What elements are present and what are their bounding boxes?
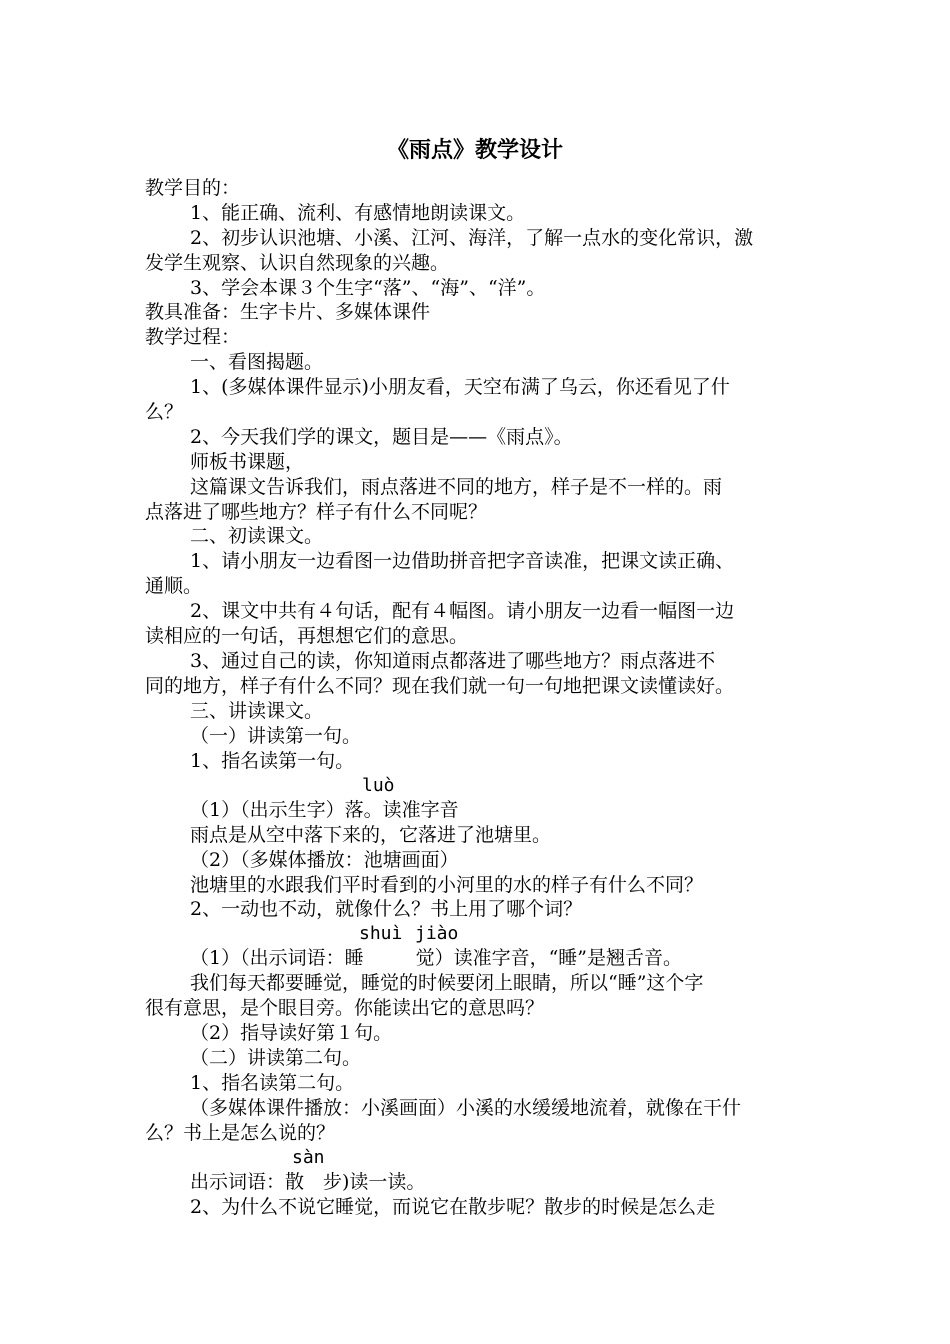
paragraph-line: （一）讲读第一句。 bbox=[190, 725, 362, 747]
line-segment: （1）（出示词语：睡 bbox=[190, 947, 364, 969]
paragraph-line: （1）（出示生字）落。读准字音 bbox=[190, 799, 459, 821]
paragraph-line: 点落进了哪些地方？样子有什么不同呢？ bbox=[145, 501, 488, 523]
paragraph-line: 2、为什么不说它睡觉，而说它在散步呢？散步的时候是怎么走 bbox=[190, 1196, 716, 1218]
paragraph-line: （2）（多媒体播放：池塘画面） bbox=[190, 849, 459, 871]
paragraph-line: 读相应的一句话，再想想它们的意思。 bbox=[145, 625, 469, 647]
paragraph-line: 通顺。 bbox=[145, 575, 203, 597]
paragraph-line: 2、课文中共有４句话，配有４幅图。请小朋友一边看一幅图一边 bbox=[190, 600, 735, 622]
pinyin-annotation: luò bbox=[362, 775, 395, 796]
paragraph-line: 三、讲读课文。 bbox=[190, 700, 324, 722]
paragraph-line: 1、请小朋友一边看图一边借助拼音把字音读准，把课文读正确、 bbox=[190, 550, 735, 572]
paragraph-line: 1、(多媒体课件显示)小朋友看，天空布满了乌云，你还看见了什 bbox=[190, 376, 730, 398]
paragraph-line: 发学生观察、认识自然现象的兴趣。 bbox=[145, 252, 450, 274]
paragraph-line: 很有意思，是个眼目旁。你能读出它的意思吗？ bbox=[145, 997, 545, 1019]
document-title: 《雨点》教学设计 bbox=[386, 138, 563, 163]
section-heading: 教学目的： bbox=[145, 177, 241, 199]
paragraph-line: 同的地方，样子有什么不同？现在我们就一句一句地把课文读懂读好。 bbox=[145, 675, 735, 697]
paragraph-line: 1、指名读第二句。 bbox=[190, 1072, 355, 1094]
paragraph-line: 我们每天都要睡觉，睡觉的时候要闭上眼睛，所以“睡”这个字 bbox=[190, 972, 704, 994]
paragraph-line: 雨点是从空中落下来的，它落进了池塘里。 bbox=[190, 824, 552, 846]
paragraph-line: 二、初读课文。 bbox=[190, 525, 324, 547]
pinyin-annotation: jiào bbox=[415, 923, 459, 944]
paragraph-line: 2、初步认识池塘、小溪、江河、海洋，了解一点水的变化常识，激 bbox=[190, 227, 754, 249]
paragraph-line: （多媒体课件播放：小溪画面）小溪的水缓缓地流着，就像在干什 bbox=[190, 1097, 742, 1119]
paragraph-line: 1、指名读第一句。 bbox=[190, 750, 355, 772]
paragraph-line: 出示词语：散 步)读一读。 bbox=[190, 1171, 426, 1193]
paragraph-line: 3、学会本课３个生字“落”、“海”、“洋”。 bbox=[190, 277, 546, 299]
paragraph-line: 师板书课题， bbox=[190, 451, 305, 473]
paragraph-line: 么？ bbox=[145, 401, 184, 423]
paragraph-line: 2、今天我们学的课文，题目是——《雨点》。 bbox=[190, 426, 573, 448]
paragraph-line: （二）讲读第二句。 bbox=[190, 1047, 362, 1069]
section-heading: 教学过程： bbox=[145, 326, 241, 348]
paragraph-line: 3、通过自己的读，你知道雨点都落进了哪些地方？雨点落进不 bbox=[190, 650, 716, 672]
paragraph-line: （2）指导读好第１句。 bbox=[190, 1022, 393, 1044]
section-heading: 教具准备：生字卡片、多媒体课件 bbox=[145, 301, 431, 323]
paragraph-line: 1、能正确、流利、有感情地朗读课文。 bbox=[190, 202, 526, 224]
paragraph-line: 这篇课文告诉我们，雨点落进不同的地方，样子是不一样的。雨 bbox=[190, 476, 723, 498]
pinyin-annotation: shuì bbox=[359, 923, 403, 944]
line-segment: 觉）读准字音，“睡”是翘舌音。 bbox=[415, 947, 683, 969]
paragraph-line: 么？书上是怎么说的？ bbox=[145, 1122, 336, 1144]
paragraph-line: 池塘里的水跟我们平时看到的小河里的水的样子有什么不同？ bbox=[190, 874, 704, 896]
paragraph-line: 一、看图揭题。 bbox=[190, 351, 324, 373]
pinyin-annotation: sàn bbox=[292, 1147, 325, 1168]
paragraph-line bbox=[190, 946, 682, 971]
paragraph-line: 2、一动也不动，就像什么？书上用了哪个词？ bbox=[190, 898, 583, 920]
